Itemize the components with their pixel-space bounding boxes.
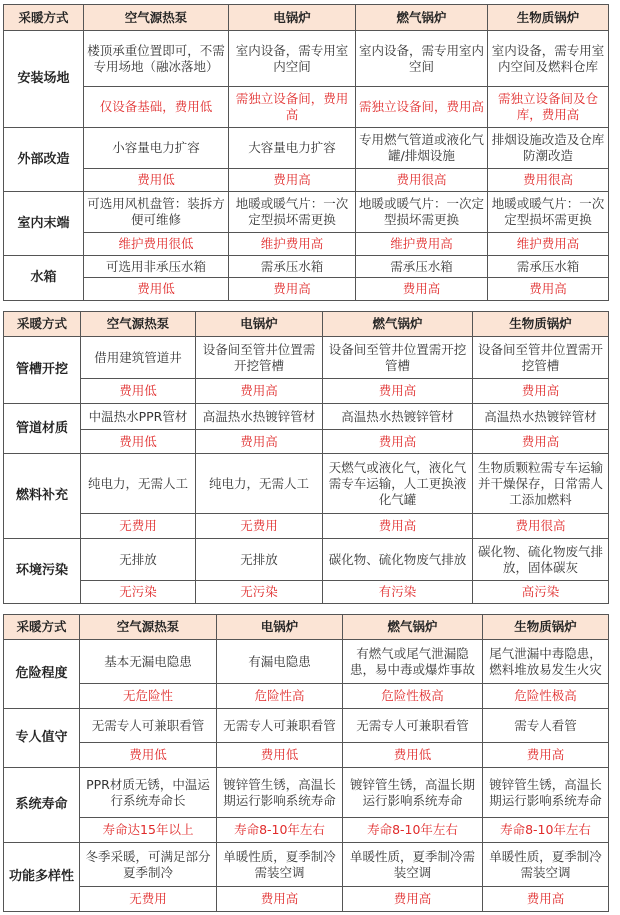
row-category: 燃料补充 [4,454,81,539]
desc-cell: 可选用风机盘管：装拆方便可维修 [84,192,229,233]
cost-cell: 无费用 [80,887,217,912]
table-row [4,743,609,768]
desc-cell: 地暖或暖气片：一次定型损坏需更换 [229,192,356,233]
header-heating-method: 采暖方式 [4,615,80,640]
cost-cell: 费用高 [196,379,323,404]
cost-cell: 费用低 [343,743,483,768]
desc-cell: 地暖或暖气片：一次定型损坏需更换 [488,192,609,233]
cost-cell: 费用低 [81,379,196,404]
desc-cell: 室内设备，需专用室内空间 [356,31,488,87]
cost-cell: 费用高 [473,379,609,404]
cost-cell: 危险性高 [217,684,343,709]
cost-cell: 费用高 [343,887,483,912]
cost-cell: 需独立设备间及仓库，费用高 [488,87,609,128]
table-row [4,404,609,430]
header-gas-boiler: 燃气锅炉 [323,312,473,337]
table-row [4,454,609,514]
desc-cell: 设备间至管井位置需开挖管槽 [196,337,323,379]
row-category: 危险程度 [4,640,80,709]
desc-cell: 生物质颗粒需专车运输并干燥保存，日常需人工添加燃料 [473,454,609,514]
table-row [4,640,609,684]
cost-cell: 费用很高 [488,169,609,192]
desc-cell: 单暖性质，夏季制冷需装空调 [343,843,483,887]
desc-cell: 无需专人可兼职看管 [217,709,343,743]
header-air-source-heat-pump: 空气源热泵 [84,5,229,31]
cost-cell: 维护费用高 [488,233,609,256]
desc-cell: 室内设备，需专用室内空间 [229,31,356,87]
cost-cell: 有污染 [323,581,473,604]
desc-cell: 地暖或暖气片：一次定型损坏需更换 [356,192,488,233]
table-row [4,887,609,912]
cost-cell: 费用高 [488,278,609,301]
header-electric-boiler: 电锅炉 [229,5,356,31]
row-category: 环境污染 [4,539,81,604]
cost-cell: 寿命8-10年左右 [343,818,483,843]
desc-cell: 天燃气或液化气，液化气需专车运输，人工更换液化气罐 [323,454,473,514]
desc-cell: 排烟设施改造及仓库防潮改造 [488,128,609,169]
desc-cell: 专用燃气管道或液化气罐/排烟设施 [356,128,488,169]
header-heating-method: 采暖方式 [4,5,84,31]
desc-cell: 单暖性质，夏季制冷需装空调 [483,843,609,887]
cost-cell: 寿命达15年以上 [80,818,217,843]
desc-cell: 碳化物、硫化物废气排放，固体碳灰 [473,539,609,581]
row-category: 水箱 [4,256,84,301]
desc-cell: 无需专人可兼职看管 [80,709,217,743]
cost-cell: 无费用 [196,514,323,539]
table-row [4,514,609,539]
desc-cell: 无排放 [196,539,323,581]
cost-cell: 费用高 [483,743,609,768]
cost-cell: 无污染 [81,581,196,604]
table-row [4,379,609,404]
desc-cell: 无排放 [81,539,196,581]
table-row [4,87,609,128]
row-category: 室内末端 [4,192,84,256]
desc-cell: 镀锌管生锈，高温长期运行影响系统寿命 [217,768,343,818]
table-row [4,233,609,256]
cost-cell: 费用很高 [356,169,488,192]
row-category: 专人值守 [4,709,80,768]
cost-cell: 费用高 [196,430,323,454]
header-row [4,615,609,640]
table-row [4,278,609,301]
table-row [4,192,609,233]
desc-cell: PPR材质无锈，中温运行系统寿命长 [80,768,217,818]
header-row [4,5,609,31]
row-category: 安装场地 [4,31,84,128]
cost-cell: 费用低 [217,743,343,768]
desc-cell: 镀锌管生锈，高温长期运行影响系统寿命 [343,768,483,818]
table-row [4,169,609,192]
table-row [4,581,609,604]
table-row [4,539,609,581]
desc-cell: 高温热水热镀锌管材 [473,404,609,430]
cost-cell: 维护费用高 [229,233,356,256]
cost-cell: 维护费用高 [356,233,488,256]
table-row [4,768,609,818]
desc-cell: 中温热水PPR管材 [81,404,196,430]
table-row [4,684,609,709]
cost-cell: 寿命8-10年左右 [217,818,343,843]
desc-cell: 纯电力，无需人工 [196,454,323,514]
table-row [4,843,609,887]
cost-cell: 费用高 [323,514,473,539]
desc-cell: 大容量电力扩容 [229,128,356,169]
desc-cell: 需专人看管 [483,709,609,743]
desc-cell: 尾气泄漏中毒隐患，燃料堆放易发生火灾 [483,640,609,684]
desc-cell: 小容量电力扩容 [84,128,229,169]
header-biomass-boiler: 生物质锅炉 [488,5,609,31]
table-row [4,818,609,843]
cost-cell: 费用高 [356,278,488,301]
table-row [4,31,609,87]
cost-cell: 费用低 [84,278,229,301]
desc-cell: 借用建筑管道井 [81,337,196,379]
header-electric-boiler: 电锅炉 [217,615,343,640]
header-heating-method: 采暖方式 [4,312,81,337]
header-gas-boiler: 燃气锅炉 [343,615,483,640]
desc-cell: 楼顶承重位置即可，不需专用场地（融冰落地） [84,31,229,87]
cost-cell: 费用低 [84,169,229,192]
desc-cell: 可选用非承压水箱 [84,256,229,278]
header-air-source-heat-pump: 空气源热泵 [80,615,217,640]
table-row [4,256,609,278]
row-category: 管道材质 [4,404,81,454]
cost-cell: 危险性极高 [343,684,483,709]
header-row [4,312,609,337]
row-category: 管槽开挖 [4,337,81,404]
desc-cell: 设备间至管井位置需开挖管槽 [473,337,609,379]
cost-cell: 费用高 [473,430,609,454]
desc-cell: 纯电力，无需人工 [81,454,196,514]
table-row [4,337,609,379]
desc-cell: 单暖性质，夏季制冷需装空调 [217,843,343,887]
desc-cell: 高温热水热镀锌管材 [196,404,323,430]
table-row [4,430,609,454]
desc-cell: 需承压水箱 [356,256,488,278]
desc-cell: 室内设备，需专用室内空间及燃料仓库 [488,31,609,87]
cost-cell: 费用低 [81,430,196,454]
header-electric-boiler: 电锅炉 [196,312,323,337]
cost-cell: 费用高 [483,887,609,912]
cost-cell: 费用高 [217,887,343,912]
desc-cell: 设备间至管井位置需开挖管槽 [323,337,473,379]
cost-cell: 费用高 [323,379,473,404]
comparison-table-safety-lifespan [3,614,609,912]
desc-cell: 无需专人可兼职看管 [343,709,483,743]
table-row [4,128,609,169]
cost-cell: 费用低 [80,743,217,768]
cost-cell: 无危险性 [80,684,217,709]
cost-cell: 仅设备基础，费用低 [84,87,229,128]
comparison-table-piping-fuel [3,311,609,604]
cost-cell: 需独立设备间，费用高 [229,87,356,128]
row-category: 系统寿命 [4,768,80,843]
desc-cell: 镀锌管生锈，高温长期运行影响系统寿命 [483,768,609,818]
cost-cell: 费用很高 [473,514,609,539]
desc-cell: 需承压水箱 [229,256,356,278]
cost-cell: 费用高 [229,278,356,301]
cost-cell: 费用高 [229,169,356,192]
cost-cell: 维护费用很低 [84,233,229,256]
row-category: 外部改造 [4,128,84,192]
table-row [4,709,609,743]
desc-cell: 冬季采暖，可满足部分夏季制冷 [80,843,217,887]
desc-cell: 有燃气或尾气泄漏隐患，易中毒或爆炸事故 [343,640,483,684]
header-biomass-boiler: 生物质锅炉 [473,312,609,337]
desc-cell: 碳化物、硫化物废气排放 [323,539,473,581]
header-gas-boiler: 燃气锅炉 [356,5,488,31]
cost-cell: 费用高 [323,430,473,454]
cost-cell: 寿命8-10年左右 [483,818,609,843]
header-air-source-heat-pump: 空气源热泵 [81,312,196,337]
cost-cell: 高污染 [473,581,609,604]
desc-cell: 有漏电隐患 [217,640,343,684]
desc-cell: 需承压水箱 [488,256,609,278]
comparison-table-installation [3,4,609,301]
desc-cell: 基本无漏电隐患 [80,640,217,684]
cost-cell: 需独立设备间，费用高 [356,87,488,128]
cost-cell: 危险性极高 [483,684,609,709]
cost-cell: 无费用 [81,514,196,539]
row-category: 功能多样性 [4,843,80,912]
cost-cell: 无污染 [196,581,323,604]
desc-cell: 高温热水热镀锌管材 [323,404,473,430]
header-biomass-boiler: 生物质锅炉 [483,615,609,640]
